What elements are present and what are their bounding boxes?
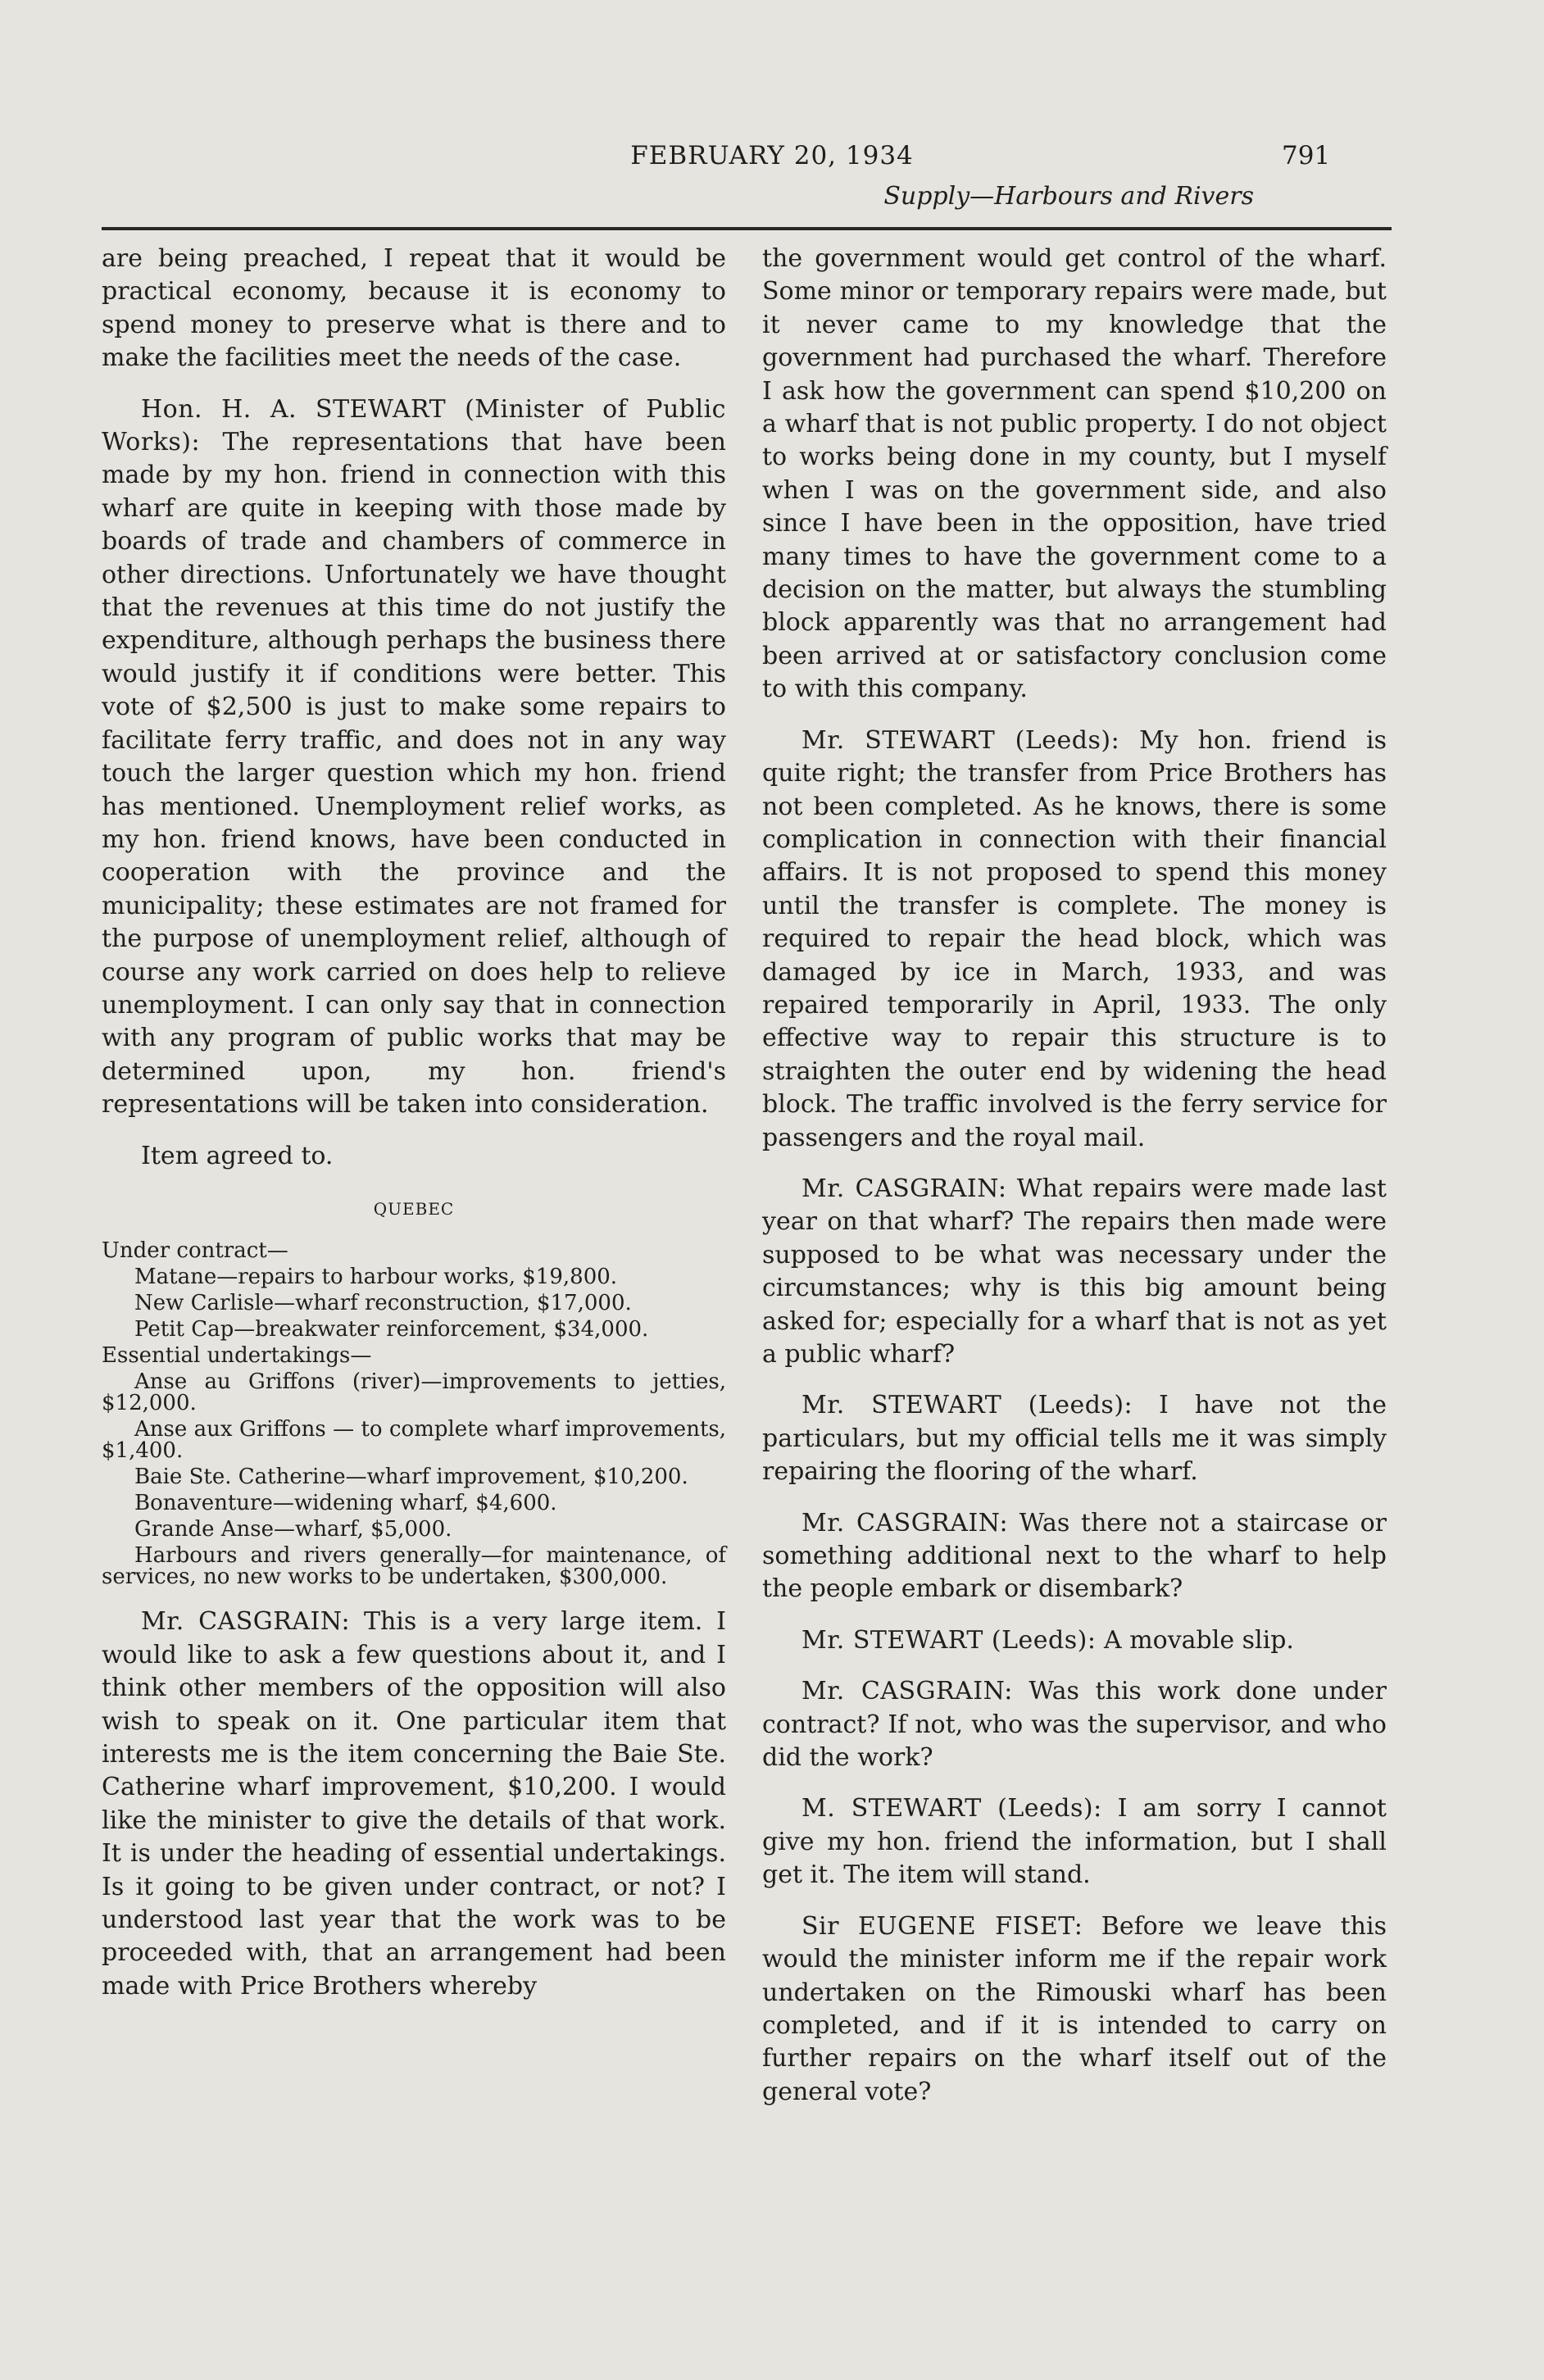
list-item: Bonaventure—widening wharf, $4,600. xyxy=(134,1491,557,1516)
list-item: New Carlisle—wharf reconstruction, $17,000. xyxy=(134,1291,632,1316)
list-item: Baie Ste. Catherine—wharf improvement, $10,200. xyxy=(134,1465,688,1490)
item-agreed: Item agreed to. xyxy=(141,1141,334,1170)
speech-text: I have not the particulars, but my official tells me it was simply repairing the flooring of the wharf. xyxy=(762,1391,1387,1487)
speech-text: This is a very large item. I would like to ask a few questions about it, and I think other members of the opposition will also wish to speak on it. One particular item that interests me is the item concerning the Baie Ste. Catherine wharf improvement, $10,200. I would like the minister to give the details of that work. It is under the heading of essential undertakings. Is it going to be given under contract, or not? I understood last year that the work was to be proceeded with, that an arrangement had been made with Price Brothers whereby xyxy=(102,1607,726,2001)
speaker-name: Mr. STEWART (Leeds): xyxy=(802,725,1120,755)
list-item: Petit Cap—breakwater reinforcement, $34,000. xyxy=(134,1317,649,1342)
speech-paragraph xyxy=(762,1792,1387,1892)
page-number: 791 xyxy=(1282,141,1331,170)
speech-text: A movable slip. xyxy=(1096,1625,1294,1655)
paragraph: are being preached, I repeat that it would be practical economy, because it is economy to spend money to preserve what is there and to make the facilities meet the needs of the case. xyxy=(102,244,726,373)
speech-text: The representations that have been made by my hon. friend in connection with this wharf are quite in keeping with those made by boards of trade and chambers of commerce in other directions. Unfortunately we have thought that the revenues at this time do not justify the expenditure, although perhaps the business there would justify it if conditions were better. This vote of $2,500 is just to make some repairs to facilitate ferry traffic, and does not in any way touch the larger question which my hon. friend has mentioned. Unemployment relief works, as my hon. friend knows, have been conducted in cooperation with the province and the municipality; these estimates are not framed for the purpose of unemployment relief, although of course any work carried on does help to relieve unemployment. I can only say that in connection with any program of public works that may be determined upon, my hon. friend's representations will be taken into consideration. xyxy=(102,428,726,1120)
speech-text: Was there not a staircase or something additional next to the wharf to help the people embark or disembark? xyxy=(762,1508,1387,1604)
speech-paragraph xyxy=(762,1507,1387,1606)
speech-paragraph xyxy=(762,1624,1387,1657)
paragraph: the government would get control of the wharf. Some minor or temporary repairs were made, but it never came to my knowledge that the government had purchased the wharf. Therefore I ask how the government can spend $10,200 on a wharf that is not public property. I do not object to works being done in my county, but I myself when I was on the government side, and also since I have been in the opposition, have tried many times to have the government come to a decision on the matter, but always the stumbling block apparently was that no arrangement had been arrived at or satisfactory conclusion come to with this company. xyxy=(762,244,1387,704)
header-rule xyxy=(102,227,1392,230)
speaker-name: Sir EUGENE FISET: xyxy=(802,1911,1083,1941)
list-group-heading: Under contract— xyxy=(102,1238,288,1264)
speaker-name: Mr. CASGRAIN: xyxy=(141,1607,351,1637)
list-group-heading: Essential undertakings— xyxy=(102,1343,372,1369)
speech-text: Was this work done under contract? If not, who was the supervisor, and who did the work? xyxy=(762,1677,1387,1773)
speech-text: My hon. friend is quite right; the transfer from Price Brothers has not been completed. As he knows, there is some complication in connection with their financial affairs. It is not proposed to spend this money until the transfer is complete. The money is required to repair the head block, which was damaged by ice in March, 1933, and was repaired temporarily in April, 1933. The only effective way to repair this structure is to straighten the outer end by widening the head block. The traffic involved is the ferry service for passengers and the royal mail. xyxy=(762,725,1387,1152)
list-item: Grande Anse—wharf, $5,000. xyxy=(134,1517,452,1542)
speech-text: I am sorry I cannot give my hon. friend the information, but I shall get it. The item will stand. xyxy=(762,1794,1387,1890)
right-column xyxy=(762,243,1387,2127)
section-heading: QUEBEC xyxy=(373,1198,455,1219)
speech-paragraph xyxy=(102,393,726,1122)
list-item: Anse au Griffons (river)—improvements to jetties, $12,000. xyxy=(102,1369,726,1416)
page-header-date: FEBRUARY 20, 1934 xyxy=(630,141,914,170)
speech-paragraph xyxy=(762,724,1387,1155)
speech-paragraph xyxy=(762,1910,1387,2109)
speaker-name: M. STEWART (Leeds): xyxy=(802,1794,1102,1824)
left-column xyxy=(102,243,726,2021)
speech-paragraph xyxy=(762,1389,1387,1488)
speaker-name: Mr. CASGRAIN: xyxy=(802,1508,1009,1537)
speech-paragraph xyxy=(102,1606,726,2003)
speech-paragraph xyxy=(762,1173,1387,1371)
list-item: Harbours and rivers generally—for maintenance, of services, no new works to be undertaken, $300,000. xyxy=(102,1543,726,1590)
speaker-name: Mr. STEWART (Leeds): xyxy=(802,1391,1133,1420)
speech-paragraph xyxy=(762,1675,1387,1774)
speaker-name: Mr. CASGRAIN: xyxy=(802,1174,1007,1203)
section-running-head: Supply—Harbours and Rivers xyxy=(883,182,1254,211)
list-item: Anse aux Griffons — to complete wharf improvements, $1,400. xyxy=(102,1417,726,1464)
speaker-name: Mr. CASGRAIN: xyxy=(802,1677,1013,1706)
speech-text: Before we leave this would the minister inform me if the repair work undertaken on the Rimouski wharf has been completed, and if it is intended to carry on further repairs on the wharf itself out of the general vote? xyxy=(762,1911,1387,2106)
speaker-name: Mr. STEWART (Leeds): xyxy=(802,1625,1097,1655)
speaker-name: Hon. H. A. STEWART (Minister of Public Works): xyxy=(102,394,726,457)
speech-text: What repairs were made last year on that wharf? The repairs then made were supposed to be what was necessary under the circumstances; why is this big amount being asked for; especially for a wharf that is not as yet a public wharf? xyxy=(762,1174,1387,1369)
list-item: Matane—repairs to harbour works, $19,800. xyxy=(134,1265,618,1290)
estimates-list xyxy=(102,1238,726,1590)
